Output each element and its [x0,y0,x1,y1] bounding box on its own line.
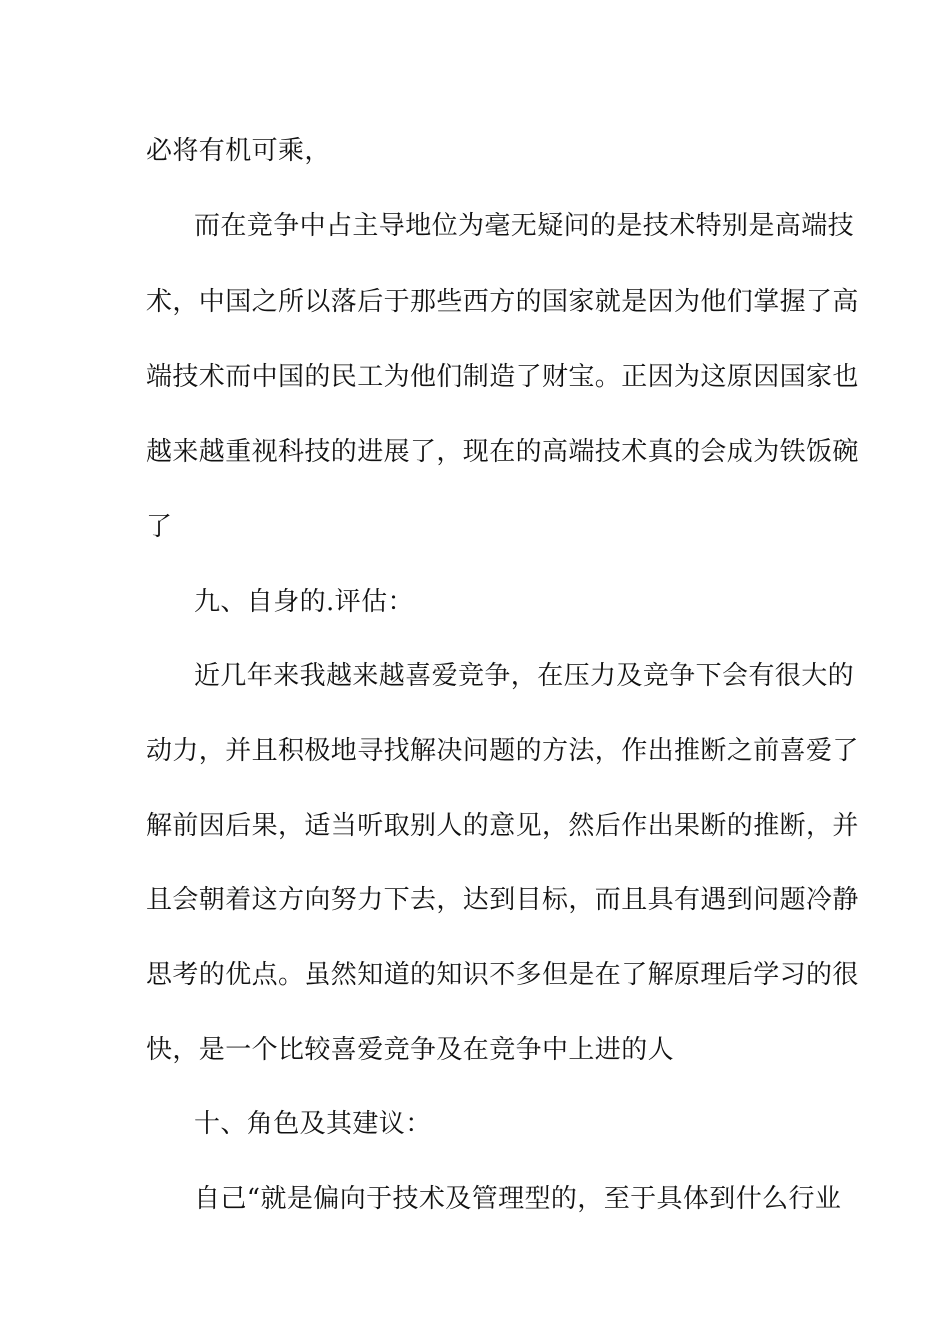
text-line: 动力，并且积极地寻找解决问题的方法，作出推断之前喜爱了 [146,736,859,766]
text-line: 越来越重视科技的进展了，现在的高端技术真的会成为铁饭碗 [146,437,859,467]
text-line: 端技术而中国的民工为他们制造了财宝。正因为这原因国家也 [146,362,859,392]
paragraph-first-line: 近几年来我越来越喜爱竞争，在压力及竞争下会有很大的 [194,661,855,691]
paragraph-first-line: 而在竞争中占主导地位为毫无疑问的是技术特别是高端技 [194,211,855,241]
text-line: 术，中国之所以落后于那些西方的国家就是因为他们掌握了高 [146,287,859,317]
text-line: 思考的优点。虽然知道的知识不多但是在了解原理后学习的很 [146,960,859,990]
text-line: 快，是一个比较喜爱竞争及在竞争中上进的人 [146,1035,675,1065]
text-line: 必将有机可乘， [146,136,331,166]
text-line: 了 [146,512,173,542]
paragraph-first-line: 自己“就是偏向于技术及管理型的，至于具体到什么行业 [194,1184,842,1214]
text-line: 解前因后果，适当听取别人的意见，然后作出果断的推断，并 [146,811,859,841]
text-line: 且会朝着这方向努力下去，达到目标，而且具有遇到问题冷静 [146,885,859,915]
section-heading-role-suggestions: 十、角色及其建议： [194,1109,432,1139]
section-heading-self-assessment: 九、自身的.评估： [194,587,414,617]
